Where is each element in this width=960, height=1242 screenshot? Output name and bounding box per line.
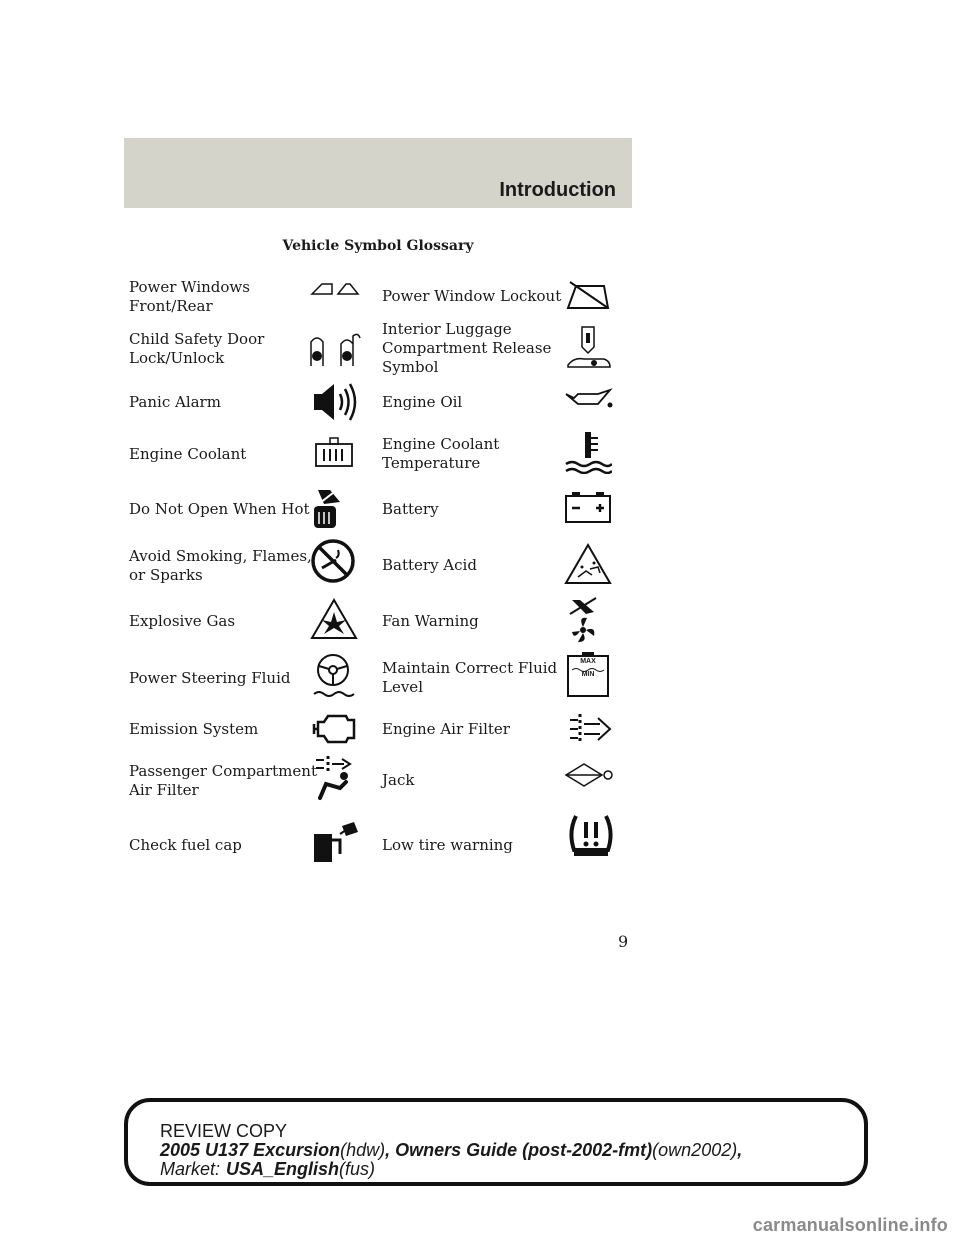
label-battery: Battery <box>382 500 439 518</box>
air-filter-icon <box>566 712 612 746</box>
trunk-release-icon <box>564 325 612 371</box>
cabin-filter-icon <box>312 754 358 802</box>
explosive-gas-icon <box>310 598 358 640</box>
label-fluid-level: Maintain Correct Fluid Level <box>382 659 558 696</box>
label-fan-warning: Fan Warning <box>382 612 479 630</box>
footer-market-label: Market: <box>160 1159 221 1179</box>
power-windows-icon <box>310 282 360 296</box>
battery-icon <box>564 490 612 524</box>
label-jack: Jack <box>382 771 415 789</box>
section-title: Introduction <box>499 179 616 201</box>
label-emission-system: Emission System <box>129 720 259 738</box>
label-do-not-open-hot: Do Not Open When Hot <box>129 500 310 518</box>
label-child-lock: Child Safety Door Lock/Unlock <box>129 330 265 367</box>
footer-model-code: (hdw) <box>340 1140 386 1160</box>
label-fuel-cap: Check fuel cap <box>129 836 242 854</box>
label-battery-acid: Battery Acid <box>382 556 477 574</box>
footer-market: USA_English <box>226 1159 340 1179</box>
footer-guide: , Owners Guide (post-2002-fmt) <box>385 1140 653 1160</box>
fluid-level-icon <box>566 652 610 698</box>
label-trunk-release: Interior Luggage Compartment Release Symbol <box>382 320 552 376</box>
review-copy-label: REVIEW COPY <box>160 1121 288 1141</box>
header-band <box>124 138 632 208</box>
footer-comma: , <box>737 1140 743 1160</box>
low-tire-icon <box>566 812 616 858</box>
no-smoking-icon <box>310 538 356 584</box>
panic-alarm-icon <box>312 380 358 424</box>
label-explosive-gas: Explosive Gas <box>129 612 236 630</box>
steering-fluid-icon <box>310 652 356 700</box>
battery-acid-icon <box>564 543 612 585</box>
label-window-lockout: Power Window Lockout <box>382 287 562 305</box>
label-engine-air-filter: Engine Air Filter <box>382 720 510 738</box>
min-label: MIN <box>581 671 595 678</box>
label-low-tire: Low tire warning <box>382 836 513 854</box>
coolant-icon <box>312 436 356 468</box>
label-panic-alarm: Panic Alarm <box>129 393 221 411</box>
label-power-windows: Power Windows Front/Rear <box>129 278 250 315</box>
window-lockout-icon <box>564 280 612 310</box>
label-coolant-temp: Engine Coolant Temperature <box>382 435 500 472</box>
review-copy-footer <box>160 1122 742 1179</box>
label-cabin-filter: Passenger Compartment Air Filter <box>129 762 317 799</box>
page-number: 9 <box>618 932 629 951</box>
review-copy-line2 <box>160 1141 742 1160</box>
watermark: carmanualsonline.info <box>752 1215 948 1235</box>
review-copy-line3 <box>160 1160 742 1179</box>
label-steering-fluid: Power Steering Fluid <box>129 669 291 687</box>
label-no-smoking: Avoid Smoking, Flames, or Sparks <box>129 547 312 584</box>
label-engine-oil: Engine Oil <box>382 393 463 411</box>
label-engine-coolant: Engine Coolant <box>129 445 247 463</box>
glossary-title: Vehicle Symbol Glossary <box>282 238 474 254</box>
footer-guide-code: (own2002) <box>652 1140 738 1160</box>
footer-model: 2005 U137 Excursion <box>160 1140 341 1160</box>
max-label: MAX <box>580 658 596 665</box>
fan-warning-icon <box>566 596 600 644</box>
do-not-open-hot-icon <box>310 484 344 532</box>
footer-market-code: (fus) <box>339 1159 376 1179</box>
engine-icon <box>312 710 358 746</box>
coolant-temp-icon <box>564 430 612 474</box>
child-lock-icon <box>306 332 362 368</box>
fuel-cap-icon <box>310 820 360 864</box>
jack-icon <box>564 762 614 788</box>
oil-can-icon <box>564 388 614 410</box>
